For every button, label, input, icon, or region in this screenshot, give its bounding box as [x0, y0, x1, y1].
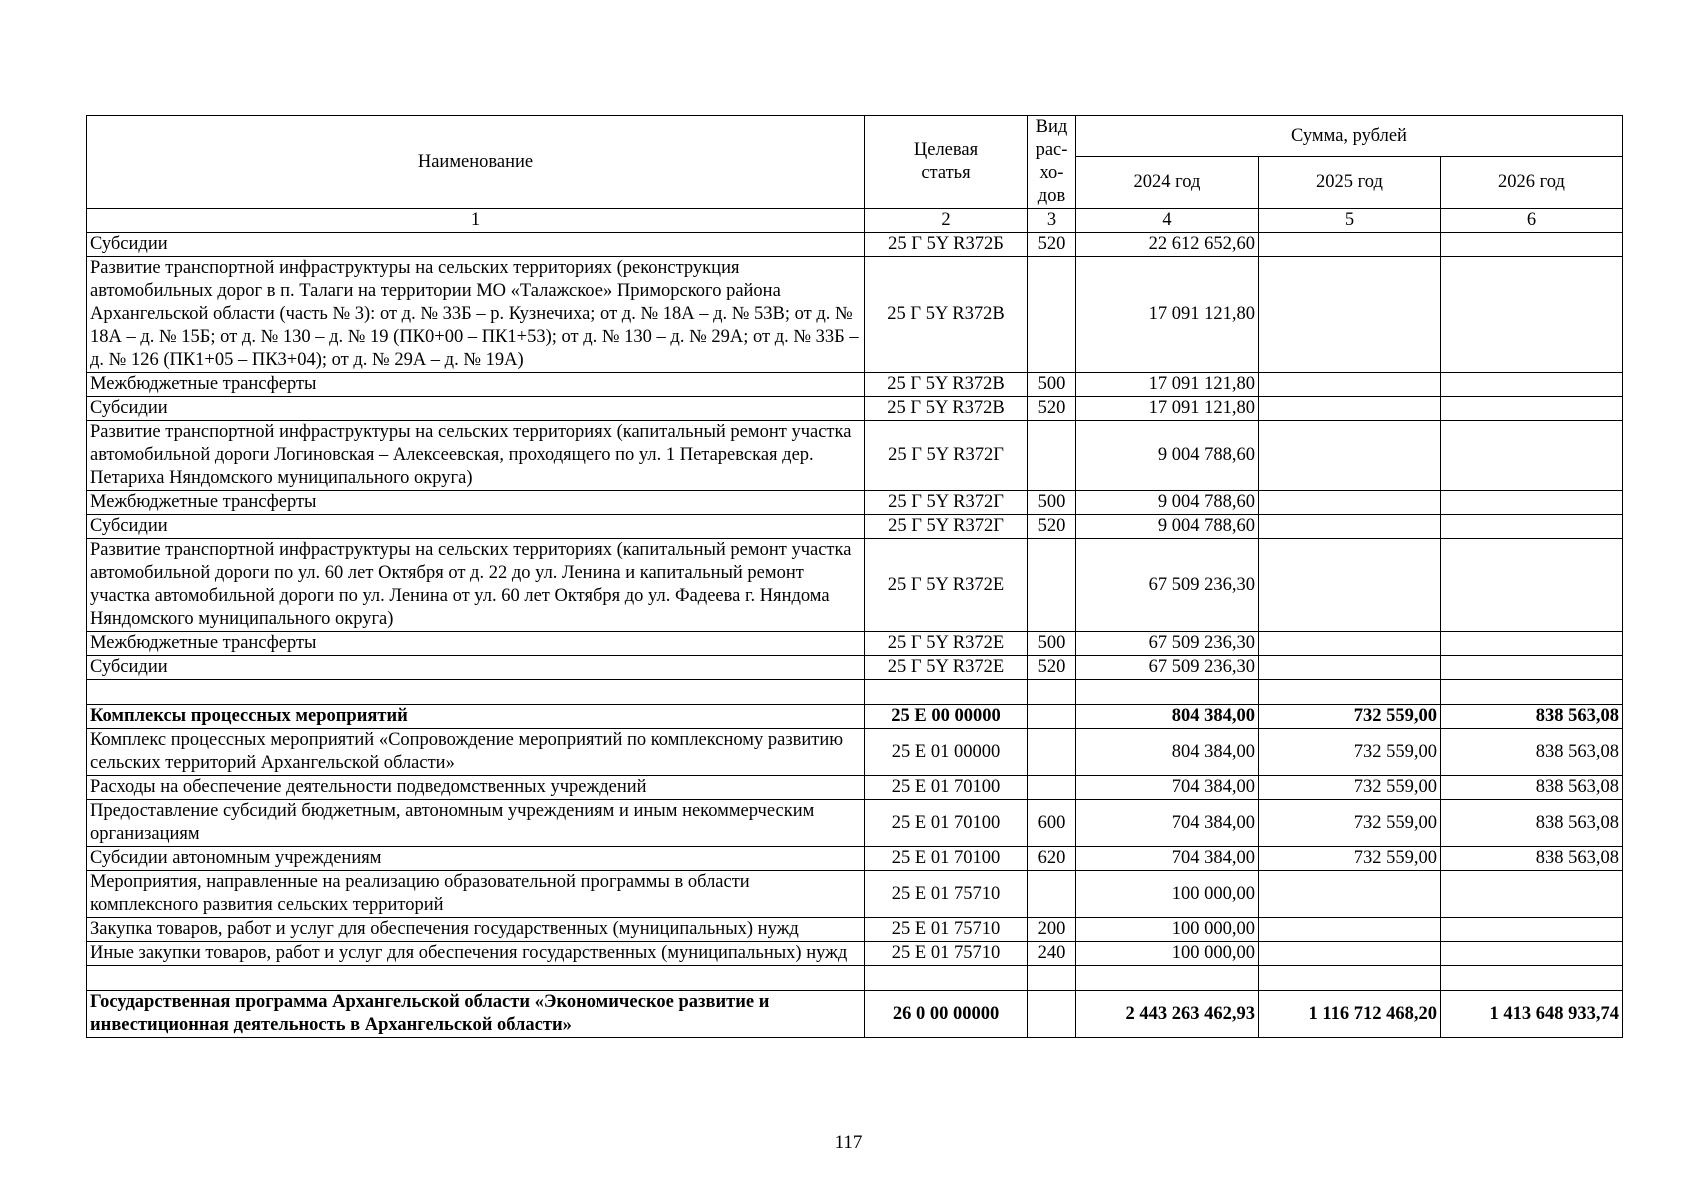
row-name: Субсидии автономным учреждениям [87, 847, 865, 871]
row-name [87, 680, 865, 705]
row-expense-type [1028, 871, 1076, 918]
row-name: Межбюджетные трансферты [87, 632, 865, 656]
row-target-article: 25 Г 5Y R372В [865, 257, 1028, 373]
row-expense-type: 520 [1028, 515, 1076, 539]
row-expense-type [1028, 705, 1076, 729]
row-expense-type [1028, 680, 1076, 705]
row-expense-type [1028, 991, 1076, 1038]
row-sum-2024: 704 384,00 [1076, 800, 1259, 847]
row-sum-2024: 17 091 121,80 [1076, 257, 1259, 373]
row-sum-2026 [1441, 942, 1623, 966]
row-name: Развитие транспортной инфраструктуры на сельских территориях (капитальный ремонт участка автомобильной дороги по ул. 60 лет Октября от д. 22 до ул. Ленина и капитальный ремонт участка автомобильной дороги по ул. Ленина от ул. 60 лет Октября до ул. Фадеева г. Няндома Няндомского муниципального округа) [87, 539, 865, 632]
table-body [87, 233, 1623, 1038]
row-expense-type: 240 [1028, 942, 1076, 966]
row-sum-2024: 67 509 236,30 [1076, 656, 1259, 680]
row-target-article: 25 Е 00 00000 [865, 705, 1028, 729]
row-sum-2026 [1441, 233, 1623, 257]
row-sum-2026 [1441, 632, 1623, 656]
row-name: Субсидии [87, 656, 865, 680]
table-row [87, 373, 1623, 397]
col-number-6: 6 [1441, 209, 1623, 233]
row-sum-2025 [1259, 491, 1441, 515]
table-row [87, 729, 1623, 776]
row-sum-2026 [1441, 515, 1623, 539]
row-target-article: 25 Е 01 70100 [865, 776, 1028, 800]
row-target-article [865, 966, 1028, 991]
row-expense-type: 620 [1028, 847, 1076, 871]
table-row [87, 942, 1623, 966]
row-sum-2025 [1259, 539, 1441, 632]
row-sum-2025 [1259, 373, 1441, 397]
row-name: Развитие транспортной инфраструктуры на сельских территориях (капитальный ремонт участка автомобильной дороги Логиновская – Алексеевская, проходящего по ул. 1 Петаревская дер. Петариха Няндомского муниципального округа) [87, 421, 865, 491]
row-target-article: 25 Г 5Y R372Е [865, 656, 1028, 680]
row-sum-2024: 67 509 236,30 [1076, 632, 1259, 656]
row-sum-2025 [1259, 656, 1441, 680]
table-row [87, 991, 1623, 1038]
row-sum-2026 [1441, 257, 1623, 373]
row-sum-2025 [1259, 257, 1441, 373]
row-target-article: 26 0 00 00000 [865, 991, 1028, 1038]
row-sum-2024: 804 384,00 [1076, 705, 1259, 729]
row-sum-2026: 838 563,08 [1441, 800, 1623, 847]
row-sum-2025 [1259, 942, 1441, 966]
row-sum-2025: 732 559,00 [1259, 800, 1441, 847]
row-expense-type: 500 [1028, 632, 1076, 656]
table-row [87, 491, 1623, 515]
table-row [87, 966, 1623, 991]
row-sum-2024: 2 443 263 462,93 [1076, 991, 1259, 1038]
table-row [87, 257, 1623, 373]
row-sum-2026 [1441, 421, 1623, 491]
row-sum-2024: 9 004 788,60 [1076, 491, 1259, 515]
page-number: 117 [834, 1132, 863, 1153]
row-target-article: 25 Е 01 75710 [865, 942, 1028, 966]
row-sum-2025 [1259, 632, 1441, 656]
row-name: Иные закупки товаров, работ и услуг для обеспечения государственных (муниципальных) нужд [87, 942, 865, 966]
table-row [87, 871, 1623, 918]
row-sum-2025: 732 559,00 [1259, 705, 1441, 729]
row-name: Мероприятия, направленные на реализацию образовательной программы в области комплексного развития сельских территорий [87, 871, 865, 918]
row-sum-2025: 732 559,00 [1259, 776, 1441, 800]
row-sum-2025 [1259, 233, 1441, 257]
row-target-article [865, 680, 1028, 705]
row-sum-2026: 838 563,08 [1441, 705, 1623, 729]
row-expense-type: 520 [1028, 656, 1076, 680]
row-target-article: 25 Г 5Y R372В [865, 373, 1028, 397]
row-target-article: 25 Г 5Y R372Б [865, 233, 1028, 257]
header-name: Наименование [87, 116, 865, 209]
row-sum-2024: 100 000,00 [1076, 942, 1259, 966]
row-sum-2026 [1441, 680, 1623, 705]
row-sum-2025 [1259, 966, 1441, 991]
row-sum-2025: 732 559,00 [1259, 847, 1441, 871]
table-row [87, 397, 1623, 421]
row-sum-2026: 838 563,08 [1441, 729, 1623, 776]
row-name: Комплекс процессных мероприятий «Сопровождение мероприятий по комплексному развитию сельских территорий Архангельской области» [87, 729, 865, 776]
header-year-2024: 2024 год [1076, 157, 1259, 209]
row-name: Государственная программа Архангельской области «Экономическое развитие и инвестиционная деятельность в Архангельской области» [87, 991, 865, 1038]
table-row [87, 656, 1623, 680]
row-sum-2025 [1259, 421, 1441, 491]
table-row [87, 705, 1623, 729]
row-sum-2025 [1259, 680, 1441, 705]
row-sum-2026: 838 563,08 [1441, 776, 1623, 800]
col-number-5: 5 [1259, 209, 1441, 233]
row-target-article: 25 Е 01 70100 [865, 847, 1028, 871]
row-sum-2024: 17 091 121,80 [1076, 397, 1259, 421]
col-number-1: 1 [87, 209, 865, 233]
row-sum-2026: 1 413 648 933,74 [1441, 991, 1623, 1038]
row-sum-2026 [1441, 966, 1623, 991]
table-row [87, 800, 1623, 847]
header-expense-type: Вид рас-хо-дов [1028, 116, 1076, 209]
header-sum-rubles: Сумма, рублей [1076, 116, 1623, 157]
row-name: Комплексы процессных мероприятий [87, 705, 865, 729]
header-year-2026: 2026 год [1441, 157, 1623, 209]
row-name: Закупка товаров, работ и услуг для обеспечения государственных (муниципальных) нужд [87, 918, 865, 942]
row-expense-type [1028, 421, 1076, 491]
table-row [87, 515, 1623, 539]
row-sum-2024 [1076, 966, 1259, 991]
row-name: Расходы на обеспечение деятельности подведомственных учреждений [87, 776, 865, 800]
row-target-article: 25 Е 01 75710 [865, 871, 1028, 918]
row-sum-2025 [1259, 515, 1441, 539]
row-name: Межбюджетные трансферты [87, 373, 865, 397]
row-expense-type: 200 [1028, 918, 1076, 942]
row-name: Предоставление субсидий бюджетным, автономным учреждениям и иным некоммерческим организациям [87, 800, 865, 847]
row-sum-2026 [1441, 491, 1623, 515]
row-name: Межбюджетные трансферты [87, 491, 865, 515]
row-name: Развитие транспортной инфраструктуры на сельских территориях (реконструкция автомобильных дорог в п. Талаги на территории МО «Талажское» Приморского района Архангельской области (часть № 3): от д. № 33Б – р. Кузнечиха; от д. № 18А – д. № 53В; от д. № 18А – д. № 15Б; от д. № 130 – д. № 19 (ПК0+00 – ПК1+53); от д. № 130 – д. № 29А; от д. № 33Б – д. № 126 (ПК1+05 – ПК3+04); от д. № 29А – д. № 19А) [87, 257, 865, 373]
row-sum-2024: 100 000,00 [1076, 918, 1259, 942]
row-sum-2026 [1441, 656, 1623, 680]
table-row [87, 918, 1623, 942]
row-sum-2024: 67 509 236,30 [1076, 539, 1259, 632]
row-sum-2025: 1 116 712 468,20 [1259, 991, 1441, 1038]
row-sum-2026 [1441, 871, 1623, 918]
table-row [87, 632, 1623, 656]
row-expense-type: 500 [1028, 491, 1076, 515]
row-sum-2025 [1259, 918, 1441, 942]
row-sum-2025: 732 559,00 [1259, 729, 1441, 776]
row-expense-type: 600 [1028, 800, 1076, 847]
table-row [87, 680, 1623, 705]
row-name: Субсидии [87, 515, 865, 539]
row-sum-2026 [1441, 373, 1623, 397]
row-target-article: 25 Г 5Y R372В [865, 397, 1028, 421]
table-row [87, 776, 1623, 800]
row-target-article: 25 Г 5Y R372Е [865, 539, 1028, 632]
col-number-4: 4 [1076, 209, 1259, 233]
row-sum-2026: 838 563,08 [1441, 847, 1623, 871]
row-sum-2024: 704 384,00 [1076, 847, 1259, 871]
row-sum-2025 [1259, 397, 1441, 421]
row-name: Субсидии [87, 397, 865, 421]
row-expense-type [1028, 257, 1076, 373]
col-number-3: 3 [1028, 209, 1076, 233]
table-row [87, 539, 1623, 632]
row-sum-2025 [1259, 871, 1441, 918]
row-name: Субсидии [87, 233, 865, 257]
row-target-article: 25 Е 01 75710 [865, 918, 1028, 942]
row-sum-2024: 804 384,00 [1076, 729, 1259, 776]
row-sum-2024: 17 091 121,80 [1076, 373, 1259, 397]
row-expense-type: 500 [1028, 373, 1076, 397]
budget-table [86, 115, 1623, 1038]
header-target-article: Целевая статья [865, 116, 1028, 209]
row-target-article: 25 Г 5Y R372Г [865, 515, 1028, 539]
row-target-article: 25 Е 01 70100 [865, 800, 1028, 847]
row-target-article: 25 Г 5Y R372Г [865, 421, 1028, 491]
row-sum-2024: 9 004 788,60 [1076, 515, 1259, 539]
row-expense-type [1028, 966, 1076, 991]
col-number-2: 2 [865, 209, 1028, 233]
header-year-2025: 2025 год [1259, 157, 1441, 209]
row-target-article: 25 Г 5Y R372Е [865, 632, 1028, 656]
row-sum-2024: 100 000,00 [1076, 871, 1259, 918]
row-sum-2024 [1076, 680, 1259, 705]
table-row [87, 233, 1623, 257]
row-expense-type: 520 [1028, 233, 1076, 257]
row-sum-2026 [1441, 539, 1623, 632]
row-sum-2024: 704 384,00 [1076, 776, 1259, 800]
row-expense-type: 520 [1028, 397, 1076, 421]
row-target-article: 25 Е 01 00000 [865, 729, 1028, 776]
row-sum-2024: 22 612 652,60 [1076, 233, 1259, 257]
row-expense-type [1028, 776, 1076, 800]
row-target-article: 25 Г 5Y R372Г [865, 491, 1028, 515]
row-name [87, 966, 865, 991]
row-sum-2026 [1441, 397, 1623, 421]
row-expense-type [1028, 539, 1076, 632]
row-sum-2026 [1441, 918, 1623, 942]
table-row [87, 847, 1623, 871]
row-expense-type [1028, 729, 1076, 776]
table-row [87, 421, 1623, 491]
row-sum-2024: 9 004 788,60 [1076, 421, 1259, 491]
